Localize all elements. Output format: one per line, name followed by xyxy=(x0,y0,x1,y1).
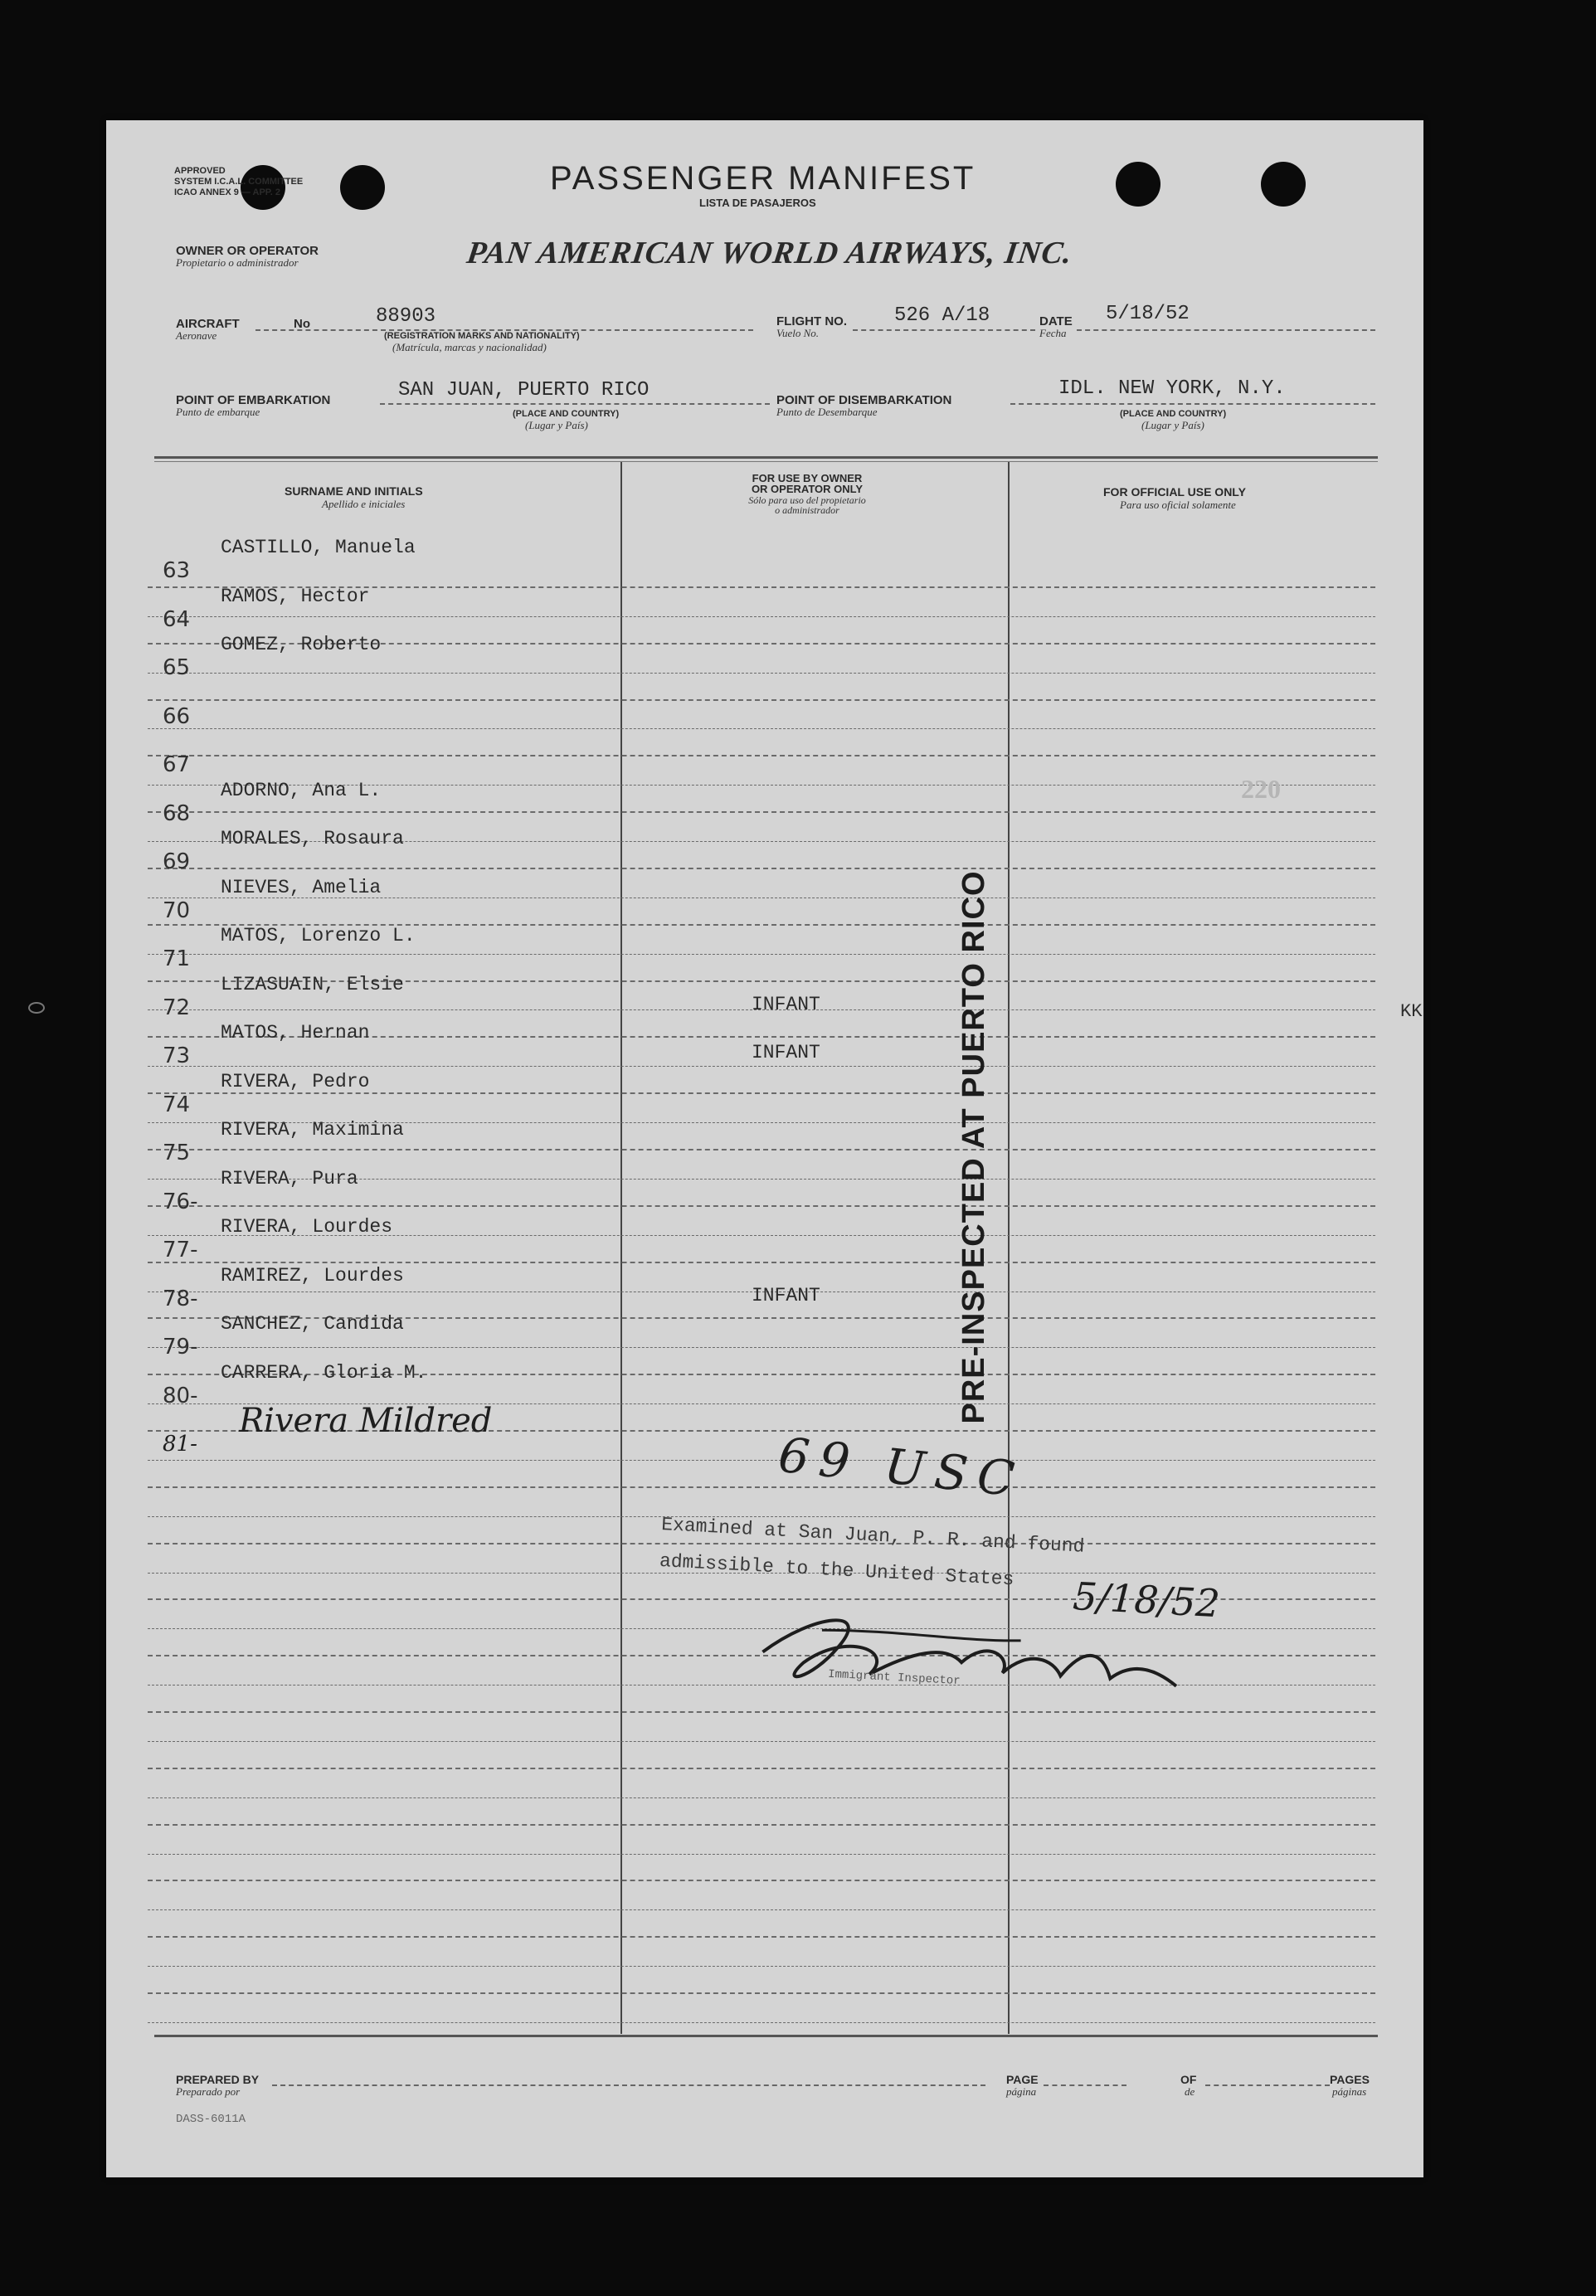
col3-header: FOR OFFICIAL USE ONLY xyxy=(1103,485,1246,499)
ruled-line xyxy=(148,2022,1375,2023)
examined-stamp xyxy=(652,1514,1258,1735)
date-label: DATE xyxy=(1039,314,1073,328)
inspector-title: Immigrant Inspector xyxy=(827,1667,961,1689)
disembark-value: IDL. NEW YORK, N.Y. xyxy=(1058,377,1286,400)
passenger-name: CASTILLO, Manuela xyxy=(221,537,416,558)
ruled-line xyxy=(148,1460,1375,1461)
passenger-number: 70 xyxy=(163,897,191,923)
table-top-rule-2 xyxy=(154,461,1378,462)
examined-line-2: admissible to the United States xyxy=(659,1549,1015,1591)
passenger-name: RIVERA, Pedro xyxy=(221,1070,370,1092)
form-code: DASS-6011A xyxy=(176,2113,246,2126)
passenger-number: 78- xyxy=(163,1286,198,1311)
date-value: 5/18/52 xyxy=(1106,303,1190,325)
passenger-number: 81- xyxy=(163,1432,197,1457)
passenger-number: 75 xyxy=(163,1141,191,1165)
passenger-number: 64 xyxy=(163,606,191,632)
ruled-line xyxy=(148,699,1375,701)
ruled-line xyxy=(148,868,1375,869)
punch-hole-right xyxy=(1116,162,1161,207)
passenger-name: GOMEZ, Roberto xyxy=(221,634,382,655)
disembark-label-es: Punto de Desembarque xyxy=(776,406,878,418)
passenger-number: 68 xyxy=(163,800,191,826)
aircraft-value: 88903 xyxy=(376,305,436,328)
registration-note-es: (Matrícula, marcas y nacionalidad) xyxy=(392,341,547,353)
ruled-line xyxy=(148,1797,1375,1798)
col2-header: FOR USE BY OWNER OR OPERATOR ONLY xyxy=(751,472,864,495)
flight-label-es: Vuelo No. xyxy=(776,327,820,339)
passenger-name: ADORNO, Ana L. xyxy=(221,779,382,801)
ruled-line xyxy=(148,1854,1375,1855)
page-label-es: página xyxy=(1006,2085,1037,2098)
disembark-place-note-es: (Lugar y País) xyxy=(1141,419,1204,431)
embark-place-note-es: (Lugar y País) xyxy=(525,419,588,431)
passenger-number: 71 xyxy=(163,946,191,971)
date-label-es: Fecha xyxy=(1039,327,1067,339)
flight-value: 526 A/18 xyxy=(894,304,990,327)
passenger-name: NIEVES, Amelia xyxy=(221,876,382,898)
ruled-line xyxy=(148,811,1375,813)
preinspected-stamp: PRE-INSPECTED AT PUERTO RICO xyxy=(956,870,991,1424)
passenger-number: 67 xyxy=(163,752,191,777)
col3-header-es: Para uso oficial solamente xyxy=(1120,499,1236,511)
ruled-line xyxy=(148,1347,1375,1348)
ruled-line xyxy=(148,1880,1375,1881)
punch-hole-right-2 xyxy=(1261,162,1306,207)
pages-label-es: páginas xyxy=(1332,2085,1367,2098)
examined-line-1: Examined at San Juan, P. R. and found xyxy=(660,1514,1085,1558)
prepared-label: PREPARED BY xyxy=(176,2073,260,2086)
approval-note: APPROVED SYSTEM I.C.A.L. COMMITTEE ICAO ANNEX 9 — APP. 2 xyxy=(174,166,304,197)
of-label-es: de xyxy=(1185,2085,1195,2098)
count-handwritten: 69 USC xyxy=(776,1426,1027,1509)
col1-header-es: Apellido e iniciales xyxy=(322,498,406,510)
passenger-name: Rivera Mildred xyxy=(239,1402,493,1440)
passenger-name: RIVERA, Lourdes xyxy=(221,1216,393,1238)
disembark-label: POINT OF DISEMBARKATION xyxy=(776,393,952,407)
passenger-number: 63 xyxy=(163,558,191,583)
passenger-number: 79- xyxy=(163,1335,198,1360)
passenger-number: 80- xyxy=(163,1383,198,1408)
ruled-line xyxy=(148,1909,1375,1910)
passenger-note: INFANT xyxy=(752,1284,820,1306)
page-label: PAGE xyxy=(1006,2073,1039,2086)
ruled-line xyxy=(148,616,1375,617)
passenger-note: INFANT xyxy=(752,993,820,1015)
passenger-name: SANCHEZ, Candida xyxy=(221,1313,404,1335)
col2-header-es: Sólo para uso del propietario o administrador xyxy=(748,494,866,516)
embark-value: SAN JUAN, PUERTO RICO xyxy=(398,379,650,401)
passenger-name: RIVERA, Maximina xyxy=(221,1119,404,1141)
prepared-line xyxy=(272,2084,985,2086)
passenger-number: 66 xyxy=(163,703,191,729)
ruled-line xyxy=(148,1262,1375,1263)
ruled-line xyxy=(148,728,1375,729)
ruled-line xyxy=(148,954,1375,955)
registration-note: (REGISTRATION MARKS AND NATIONALITY) xyxy=(384,331,580,341)
passenger-name: MORALES, Rosaura xyxy=(221,828,404,849)
ruled-line xyxy=(148,1741,1375,1742)
owner-label-es: Propietario o administrador xyxy=(176,256,299,269)
page-title-es: LISTA DE PASAJEROS xyxy=(699,197,816,209)
of-label: OF xyxy=(1180,2073,1197,2086)
ruled-line xyxy=(148,1516,1375,1517)
passenger-name: RAMOS, Hector xyxy=(221,585,370,607)
passenger-name: LIZASUAIN, Elsie xyxy=(221,973,404,995)
embark-label: POINT OF EMBARKATION xyxy=(176,393,331,407)
aircraft-no-label: No xyxy=(294,317,310,331)
page-line xyxy=(1044,2084,1126,2086)
disembark-line xyxy=(1010,403,1375,405)
embark-place-note: (PLACE AND COUNTRY) xyxy=(513,409,620,419)
passenger-number: 65 xyxy=(163,655,191,680)
aircraft-label: AIRCRAFT xyxy=(176,317,240,331)
flight-label: FLIGHT NO. xyxy=(776,314,847,328)
page-title: PASSENGER MANIFEST xyxy=(550,160,976,197)
passenger-number: 76- xyxy=(163,1189,198,1214)
ruled-line xyxy=(148,1066,1375,1067)
table-top-rule xyxy=(154,456,1378,459)
passenger-note: INFANT xyxy=(752,1042,820,1063)
passenger-name: RAMIREZ, Lourdes xyxy=(221,1264,404,1287)
examined-date: 5/18/52 xyxy=(1072,1574,1222,1627)
disembark-place-note: (PLACE AND COUNTRY) xyxy=(1120,409,1227,419)
passenger-number: 73 xyxy=(163,1043,191,1068)
ruled-line xyxy=(148,1205,1375,1207)
passenger-number: 77- xyxy=(163,1238,198,1262)
ruled-line xyxy=(148,1092,1375,1094)
ruled-line xyxy=(148,1966,1375,1967)
flight-line xyxy=(853,329,1035,331)
prepared-label-es: Preparado por xyxy=(176,2085,241,2098)
manifest-sheet xyxy=(106,120,1423,2177)
ruled-line xyxy=(148,1824,1375,1826)
of-line xyxy=(1205,2084,1330,2086)
margin-mark: KK xyxy=(1400,1001,1423,1022)
pages-label: PAGES xyxy=(1330,2073,1370,2086)
ruled-line xyxy=(148,1149,1375,1150)
ruled-line xyxy=(148,755,1375,756)
passenger-number: 74 xyxy=(163,1092,191,1117)
ruled-line xyxy=(148,673,1375,674)
aircraft-label-es: Aeronave xyxy=(176,329,217,342)
col1-header: SURNAME AND INITIALS xyxy=(285,484,423,498)
official-number: 220 xyxy=(1241,774,1281,804)
embark-line xyxy=(380,403,770,405)
owner-label: OWNER OR OPERATOR xyxy=(176,244,319,258)
ruled-line xyxy=(148,1486,1375,1488)
owner-value: PAN AMERICAN WORLD AIRWAYS, INC. xyxy=(465,236,1075,270)
ruled-line xyxy=(148,1936,1375,1938)
passenger-number: 72 xyxy=(163,995,191,1020)
ruled-line xyxy=(148,1992,1375,1994)
passenger-name: MATOS, Hernan xyxy=(221,1022,370,1043)
passenger-name: RIVERA, Pura xyxy=(221,1167,358,1189)
ruled-line xyxy=(148,1768,1375,1769)
binder-mark-icon xyxy=(28,1002,45,1014)
table-bottom-rule xyxy=(154,2035,1378,2037)
date-line xyxy=(1077,329,1375,331)
passenger-name: MATOS, Lorenzo L. xyxy=(221,925,416,946)
embark-label-es: Punto de embarque xyxy=(176,406,260,418)
passenger-name: CARRERA, Gloria M. xyxy=(221,1361,427,1384)
passenger-number: 69 xyxy=(163,849,191,874)
